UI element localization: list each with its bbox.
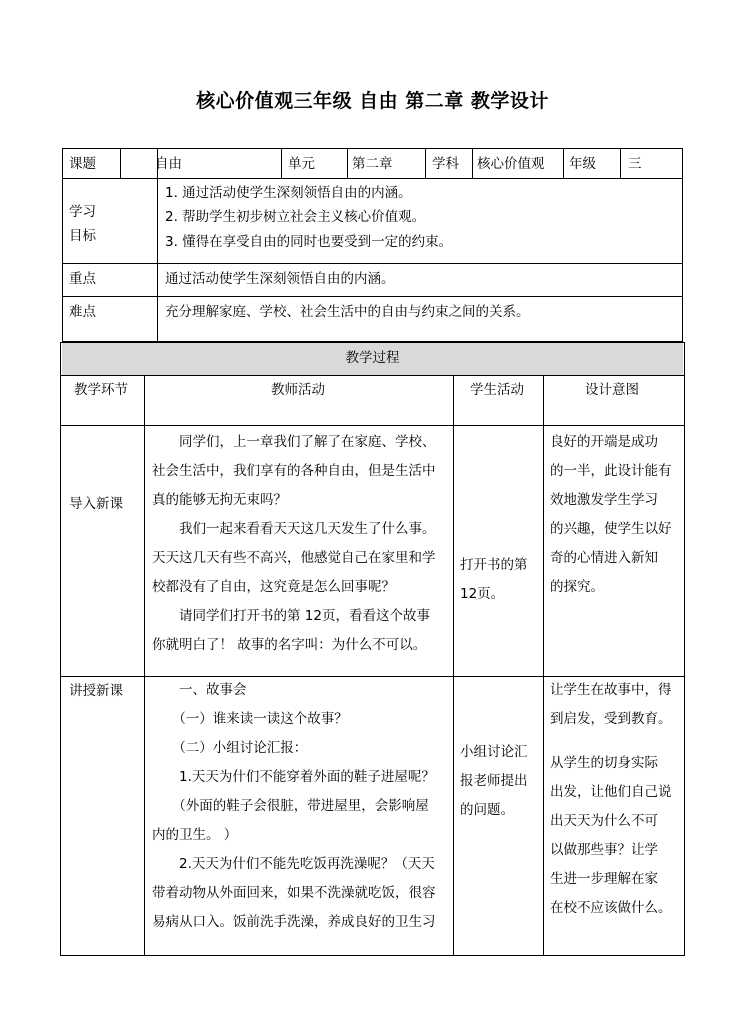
student-activity: 小组讨论汇 报老师提出 的问题。 xyxy=(460,744,528,818)
col-teacher-header: 教师活动 xyxy=(271,382,325,398)
stage-label: 导入新课 xyxy=(69,496,123,512)
goal-item: 3. 懂得在享受自由的同时也要受到一定的约束。 xyxy=(165,234,453,250)
grade-value: 三 xyxy=(628,156,642,172)
key-value: 通过活动使学生深刻领悟自由的内涵。 xyxy=(165,271,395,287)
design-intent: 让学生在故事中，得 到启发，受到教育。 从学生的切身实际 出发，让他们自己说 出天天为什么不可 以做那些事？让学 生进一步理解在家 在校不应该做什么。 xyxy=(550,682,672,916)
page-title: 核心价值观三年级 自由 第二章 教学设计 xyxy=(196,90,549,112)
col-stage-header: 教学环节 xyxy=(74,382,128,398)
goal-item: 1. 通过活动使学生深刻领悟自由的内涵。 xyxy=(165,185,412,201)
design-intent: 良好的开端是成功 的一半，此设计能有 效地激发学生学习 的兴趣，使学生以好 奇的心情进入新知 的探究。 xyxy=(550,434,672,595)
col-design-header: 设计意图 xyxy=(585,382,639,398)
stage-label: 讲授新课 xyxy=(69,683,123,699)
goal-item: 2. 帮助学生初步树立社会主义核心价值观。 xyxy=(165,209,426,225)
subject-label: 学科 xyxy=(432,156,459,172)
student-activity: 打开书的第 12页。 xyxy=(460,557,528,602)
col-student-header: 学生活动 xyxy=(470,382,524,398)
teacher-activity: 一、故事会 （一）谁来读一读这个故事？ （二）小组讨论汇报： 1.天天为什们不能穿着外面的鞋子进屋呢？ （外面的鞋子会很脏，带进屋里，会影响屋 内的卫生。 ） 2.天天为什们不能先吃饭再洗澡呢？（天天 带着动物从外面回来，如果不洗澡就吃饭，很容 易病从口入。饭前洗手洗澡，养成良好的卫生习 xyxy=(152,682,436,930)
teacher-activity: 同学们，上一章我们了解了在家庭、学校、 社会生活中，我们享有的各种自由，但是生活中 真的能够无拘无束吗？ 我们一起来看看天天这几天发生了什么事。 天天这几天有些不高兴，他感觉自己在家里和学 校都没有了自由，这究竟是怎么回事呢？ 请同学们打开书的第 12页，看看这个故事 你就明白了！ 故事的名字叫：为什么不可以。 xyxy=(152,434,436,653)
grade-label: 年级 xyxy=(569,156,596,172)
difficulty-value: 充分理解家庭、学校、社会生活中的自由与约束之间的关系。 xyxy=(165,304,530,320)
course-label: 课题 xyxy=(69,156,96,172)
unit-label: 单元 xyxy=(288,156,315,172)
goals-label-line2: 目标 xyxy=(69,228,96,244)
process-header: 教学过程 xyxy=(345,350,400,366)
difficulty-label: 难点 xyxy=(69,304,96,320)
goals-label-line1: 学习 xyxy=(69,204,96,220)
course-value: 自由 xyxy=(155,156,182,172)
key-label: 重点 xyxy=(69,271,96,287)
unit-value: 第二章 xyxy=(352,156,393,172)
subject-value: 核心价值观 xyxy=(477,156,545,172)
